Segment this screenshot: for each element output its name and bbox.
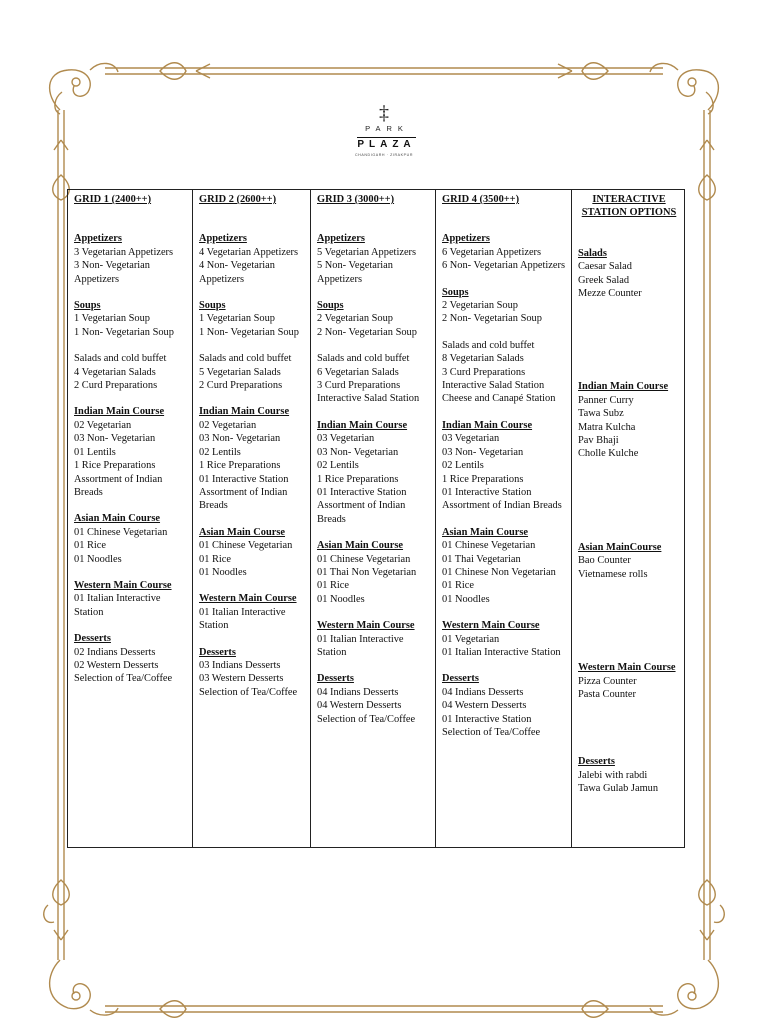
menu-grid-row: [68, 190, 685, 848]
menu-item: Cheese and Canapé Station: [442, 393, 556, 405]
menu-item: Salads and cold buffet: [442, 339, 535, 351]
menu-item: 02 Lentils: [199, 446, 241, 458]
section-title: Desserts: [199, 646, 236, 658]
menu-section: [317, 232, 431, 286]
section-title: Salads: [578, 247, 607, 259]
section-title: Appetizers: [74, 233, 122, 245]
grid-column: [68, 190, 193, 848]
menu-section: [442, 232, 567, 272]
menu-item: 01 Lentils: [74, 446, 116, 458]
grid-column: [311, 190, 436, 848]
menu-item: 2 Curd Preparations: [199, 380, 283, 392]
menu-item: 01 Italian Interactive Station: [199, 606, 286, 632]
menu-section: [442, 339, 567, 406]
menu-item: 4 Non- Vegetarian Appetizers: [199, 260, 275, 285]
menu-section: [74, 352, 188, 392]
menu-item: 5 Vegetarian Salads: [199, 366, 281, 378]
menu-section: [578, 247, 680, 301]
menu-section: [199, 299, 306, 339]
column-header: GRID 4 (3500++): [442, 194, 520, 205]
section-title: Desserts: [317, 673, 354, 685]
column-header: GRID 3 (3000++): [317, 194, 395, 205]
menu-section: [317, 352, 431, 406]
menu-item: 3 Vegetarian Appetizers: [74, 246, 174, 258]
menu-item: 1 Rice Preparations: [442, 473, 524, 485]
menu-item: 02 Lentils: [317, 460, 359, 472]
menu-section: [74, 232, 188, 286]
section-title: Asian Main Course: [199, 526, 286, 538]
menu-section: [317, 299, 431, 339]
menu-item: Jalebi with rabdi: [578, 769, 648, 781]
menu-section: [578, 380, 680, 460]
menu-item: 01 Interactive Station: [442, 486, 532, 498]
menu-item: Pizza Counter: [578, 675, 637, 687]
menu-section: [317, 672, 431, 726]
menu-item: Assortment of Indian Breads: [199, 486, 288, 512]
menu-item: 01 Italian Interactive Station: [442, 646, 561, 658]
section-title: Asian Main Course: [74, 513, 161, 525]
section-title: Indian Main Course: [442, 419, 533, 431]
logo-monogram-icon: ‡: [379, 102, 389, 124]
menu-item: 1 Rice Preparations: [199, 460, 281, 472]
menu-item: 4 Vegetarian Salads: [74, 366, 156, 378]
menu-item: 02 Indians Desserts: [74, 646, 156, 658]
menu-item: 01 Chinese Vegetarian: [74, 526, 168, 538]
column-header: GRID 1 (2400++): [74, 194, 152, 205]
menu-section: [199, 232, 306, 286]
menu-item: 03 Indians Desserts: [199, 659, 281, 671]
menu-item: 01 Chinese Vegetarian: [317, 553, 411, 565]
section-title: Western Main Course: [442, 620, 540, 632]
menu-item: 01 Noodles: [74, 553, 122, 565]
menu-item: 01 Noodles: [199, 566, 247, 578]
menu-item: Interactive Salad Station: [317, 393, 420, 405]
logo-park-text: PARK: [365, 124, 409, 133]
menu-item: 1 Non- Vegetarian Soup: [199, 326, 299, 338]
menu-item: Assortment of Indian Breads: [74, 473, 163, 498]
section-title: Soups: [74, 300, 101, 312]
menu-section: [199, 405, 306, 512]
section-title: Soups: [442, 286, 469, 298]
menu-item: 01 Rice: [317, 580, 350, 592]
menu-item: Cholle Kulche: [578, 448, 639, 460]
menu-item: 01 Interactive Station: [199, 473, 289, 485]
menu-item: 1 Vegetarian Soup: [199, 313, 275, 325]
section-title: Indian Main Course: [199, 406, 290, 418]
menu-item: Pav Bhaji: [578, 435, 619, 447]
section-title: Western Main Course: [199, 593, 297, 605]
menu-item: Vietnamese rolls: [578, 568, 648, 580]
menu-grid-table: [67, 189, 685, 848]
menu-item: 04 Indians Desserts: [317, 686, 399, 698]
menu-item: Bao Counter: [578, 555, 631, 567]
park-plaza-logo: [330, 102, 438, 164]
menu-section: [317, 419, 431, 526]
menu-section: [199, 352, 306, 392]
menu-item: 1 Rice Preparations: [74, 460, 156, 472]
menu-item: 03 Vegetarian: [317, 433, 375, 445]
section-title: Western Main Course: [317, 620, 415, 632]
menu-item: Salads and cold buffet: [74, 353, 167, 365]
menu-section: [199, 646, 306, 700]
menu-item: Selection of Tea/Coffee: [317, 713, 416, 725]
menu-item: 01 Interactive Station: [317, 486, 407, 498]
menu-section: [578, 541, 680, 581]
section-title: Desserts: [74, 633, 111, 645]
menu-item: 6 Vegetarian Salads: [317, 366, 399, 378]
menu-item: 01 Interactive Station: [442, 713, 532, 725]
section-title: Asian MainCourse: [578, 541, 662, 553]
menu-item: 2 Vegetarian Soup: [442, 300, 518, 312]
menu-section: [442, 619, 567, 659]
menu-section: [317, 539, 431, 606]
section-title: Appetizers: [317, 233, 365, 245]
menu-item: 1 Non- Vegetarian Soup: [74, 326, 174, 338]
menu-item: Matra Kulcha: [578, 421, 636, 433]
menu-section: [74, 299, 188, 339]
section-title: Soups: [317, 300, 344, 312]
section-title: Asian Main Course: [317, 540, 404, 552]
menu-item: Interactive Salad Station: [442, 380, 545, 392]
menu-item: 02 Vegetarian: [74, 419, 132, 431]
menu-item: Tawa Gulab Jamun: [578, 783, 659, 795]
menu-item: Tawa Subz: [578, 408, 624, 420]
menu-item: 01 Rice: [442, 580, 475, 592]
column-header: INTERACTIVE STATION OPTIONS: [581, 194, 677, 219]
column-header: GRID 2 (2600++): [199, 194, 277, 205]
menu-item: 3 Non- Vegetarian Appetizers: [74, 260, 150, 285]
menu-item: Selection of Tea/Coffee: [74, 673, 173, 685]
menu-item: 01 Chinese Vegetarian: [199, 540, 293, 552]
menu-item: 01 Chinese Non Vegetarian: [442, 566, 556, 578]
section-title: Indian Main Course: [578, 381, 669, 393]
logo-plaza-text: PLAZA: [357, 139, 416, 150]
menu-item: 2 Vegetarian Soup: [317, 313, 393, 325]
section-title: Western Main Course: [578, 662, 676, 674]
menu-item: 01 Chinese Vegetarian: [442, 540, 536, 552]
menu-section: [74, 405, 188, 499]
menu-item: 1 Rice Preparations: [317, 473, 399, 485]
menu-item: 03 Western Desserts: [199, 673, 284, 685]
menu-item: 01 Rice: [74, 540, 107, 552]
menu-item: 5 Non- Vegetarian Appetizers: [317, 260, 393, 285]
menu-section: [199, 526, 306, 580]
menu-section: [578, 755, 680, 795]
menu-item: Caesar Salad: [578, 261, 632, 273]
menu-item: 03 Vegetarian: [442, 433, 500, 445]
menu-item: 01 Thai Vegetarian: [442, 553, 521, 565]
menu-item: 8 Vegetarian Salads: [442, 353, 524, 365]
menu-item: 02 Western Desserts: [74, 659, 159, 671]
menu-item: 2 Curd Preparations: [74, 380, 158, 392]
section-title: Appetizers: [199, 233, 247, 245]
menu-item: Assortment of Indian Breads: [317, 500, 406, 525]
menu-item: Pasta Counter: [578, 688, 637, 700]
section-title: Soups: [199, 300, 226, 312]
menu-item: 01 Vegetarian: [442, 633, 500, 645]
menu-section: [442, 526, 567, 606]
menu-item: 6 Vegetarian Appetizers: [442, 246, 542, 258]
menu-item: 01 Noodles: [317, 593, 365, 605]
menu-section: [442, 419, 567, 513]
menu-item: 03 Non- Vegetarian: [199, 433, 281, 445]
menu-item: 01 Italian Interactive Station: [74, 593, 161, 618]
menu-item: 01 Rice: [199, 553, 232, 565]
menu-item: 5 Vegetarian Appetizers: [317, 246, 417, 258]
grid-column: [436, 190, 572, 848]
menu-item: Selection of Tea/Coffee: [442, 727, 541, 738]
menu-item: 2 Non- Vegetarian Soup: [442, 313, 542, 325]
logo-subtitle: CHANDIGARH · ZIRAKPUR: [354, 153, 414, 157]
menu-item: 04 Western Desserts: [317, 700, 402, 712]
menu-item: Mezze Counter: [578, 288, 642, 300]
menu-item: 4 Vegetarian Appetizers: [199, 246, 299, 258]
menu-section: [74, 512, 188, 566]
menu-section: [199, 592, 306, 632]
menu-item: 04 Indians Desserts: [442, 686, 524, 698]
menu-section: [442, 286, 567, 326]
menu-item: Greek Salad: [578, 274, 630, 286]
menu-section: [578, 661, 680, 701]
menu-item: 03 Non- Vegetarian: [317, 446, 399, 458]
section-title: Desserts: [442, 673, 479, 685]
section-title: Indian Main Course: [74, 406, 165, 418]
menu-item: 04 Western Desserts: [442, 700, 527, 712]
menu-item: 6 Non- Vegetarian Appetizers: [442, 260, 566, 272]
menu-item: Selection of Tea/Coffee: [199, 686, 298, 698]
section-title: Appetizers: [442, 233, 490, 245]
menu-section: [442, 672, 567, 739]
menu-item: 03 Non- Vegetarian: [442, 446, 524, 458]
menu-item: Salads and cold buffet: [199, 353, 292, 365]
menu-item: 01 Italian Interactive Station: [317, 633, 404, 658]
menu-item: 01 Thai Non Vegetarian: [317, 566, 417, 578]
grid-column: [193, 190, 311, 848]
menu-section: [74, 579, 188, 619]
menu-item: Salads and cold buffet: [317, 353, 410, 365]
menu-item: 03 Non- Vegetarian: [74, 433, 156, 445]
menu-section: [317, 619, 431, 659]
menu-item: Panner Curry: [578, 394, 634, 406]
grid-column: [572, 190, 685, 848]
menu-item: Assortment of Indian Breads: [442, 500, 562, 512]
section-title: Desserts: [578, 756, 615, 768]
menu-item: 1 Vegetarian Soup: [74, 313, 150, 325]
menu-item: 3 Curd Preparations: [317, 380, 401, 392]
menu-item: 02 Vegetarian: [199, 419, 257, 431]
menu-item: 2 Non- Vegetarian Soup: [317, 326, 417, 338]
menu-item: 01 Noodles: [442, 593, 490, 605]
section-title: Asian Main Course: [442, 526, 529, 538]
menu-section: [74, 632, 188, 686]
section-title: Indian Main Course: [317, 419, 408, 431]
menu-item: 02 Lentils: [442, 460, 484, 472]
menu-item: 3 Curd Preparations: [442, 366, 526, 378]
section-title: Western Main Course: [74, 579, 172, 591]
